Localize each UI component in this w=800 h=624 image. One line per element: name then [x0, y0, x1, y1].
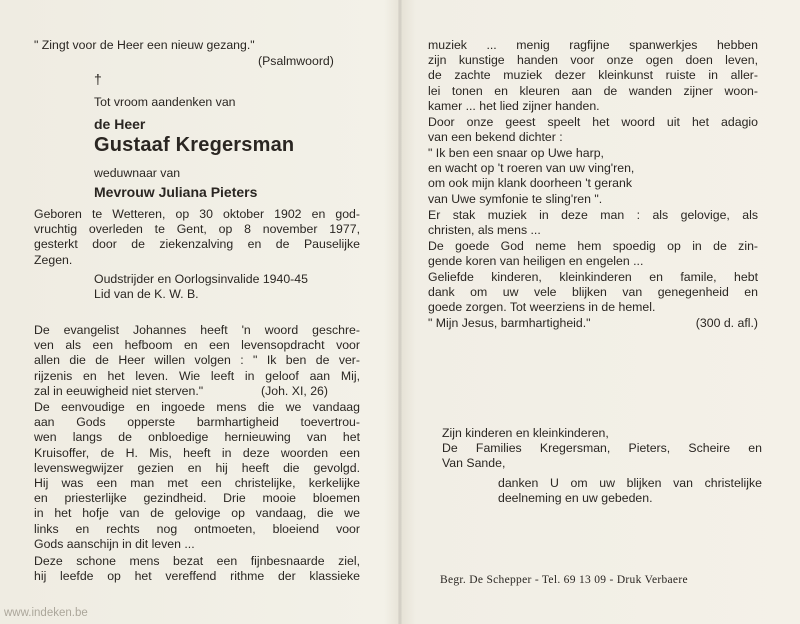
text-line: in het hofje van de gelovige op vandaag, die we	[34, 506, 360, 521]
text-line: Door onze geest speelt het woord uit het adagio	[428, 115, 758, 129]
veteran-note: Oudstrijder en Oorlogsinvalide 1940-45	[94, 272, 308, 286]
cross-icon: †	[94, 71, 102, 87]
text-line: levenswegwijzer gezien en hij heeft die gevolgd.	[34, 460, 360, 475]
paragraph-johannes	[34, 323, 360, 399]
text-line: muziek ... menig ragfijne spanwerkjes hebben	[428, 38, 758, 52]
thanks-block	[498, 476, 762, 506]
title-de-heer: de Heer	[94, 116, 146, 132]
text-line: wen langs de onbloedige hernieuwing van het	[34, 430, 360, 445]
poem-line: om ook mijn klank doorheen 't gerank	[428, 176, 632, 191]
text-line: en priesterlijke gezindheid. Drie mooie bloemen	[34, 491, 360, 506]
paragraph-adagio	[428, 115, 758, 145]
text-line: kamer ... het lied zijner handen.	[428, 98, 600, 113]
text-line: De evangelist Johannes heeft 'n woord geschre-	[34, 323, 360, 337]
family-line: De Families Kregersman, Pieters, Scheire en	[442, 441, 762, 456]
text-line: dank om uw vele blijken van genegenheid en	[428, 285, 758, 300]
watermark: www.indeken.be	[4, 607, 88, 619]
text-line: de zachte muziek dezer kleinkunst ruiste in aller-	[428, 68, 758, 83]
text-line: allen die de Heer willen volgen : " Ik ben de ver-	[34, 353, 360, 368]
text-line: goede zorgen. Tot weerziens in de hemel.	[428, 300, 656, 315]
text-line: links en rechts nog ontmoeten, bloeiend voor	[34, 521, 360, 536]
paragraph-children	[428, 270, 758, 331]
bio-line: vruchtig overleden te Gent, op 8 november 1977,	[34, 222, 360, 237]
text-line: De eenvoudige en ingoede mens die we vandaag	[34, 400, 360, 414]
text-line: van een bekend dichter :	[428, 130, 563, 145]
text-line: lei tonen en kleuren aan de wanden zijner woon-	[428, 83, 758, 98]
thanks-line: danken U om uw blijken van christelijke	[498, 476, 762, 490]
text-line: Kruisoffer, de H. Mis, heeft in deze woorden een	[34, 445, 360, 460]
text-line: Gods aanschijn in dit leven ...	[34, 536, 195, 551]
bio-line: Zegen.	[34, 252, 73, 267]
paragraph-soul	[34, 554, 360, 584]
indulgence-note: (300 d. afl.)	[695, 315, 758, 330]
memorial-heading: Tot vroom aandenken van	[94, 95, 236, 109]
paragraph-character	[34, 400, 360, 552]
biography	[34, 207, 360, 268]
bio-line: gesterkt door de ziekenzalving en de Pauselijke	[34, 237, 360, 252]
paragraph-music	[428, 38, 758, 114]
family-line: Zijn kinderen en kleinkinderen,	[442, 426, 609, 440]
text-line: zijn kunstige handen voor onze ogen doen leven,	[428, 53, 758, 68]
text-line: De goede God neme hem spoedig op in de zin-	[428, 239, 758, 253]
motto-quote: " Zingt voor de Heer een nieuw gezang."	[34, 38, 255, 52]
text-line: Geliefde kinderen, kleinkinderen en famile, hebt	[428, 270, 758, 284]
text-line: gende koren van heiligen en engelen ...	[428, 254, 644, 269]
text-line: zal in eeuwigheid niet sterven."	[34, 383, 204, 398]
text-line: christen, als mens ...	[428, 223, 541, 238]
text-line: aan Gods opperste barmhartigheid toevertrou-	[34, 415, 360, 430]
spouse-name: Mevrouw Juliana Pieters	[94, 184, 258, 200]
text-line: Er stak muziek in deze man : als gelovige, als	[428, 208, 758, 222]
poem	[428, 146, 758, 207]
right-page	[402, 0, 800, 624]
paragraph-music-in-man	[428, 208, 758, 238]
prayer-text: " Mijn Jesus, barmhartigheid."	[428, 315, 591, 330]
text-line: Hij was een man met een christelijke, kerkelijke	[34, 476, 360, 491]
family-line: Van Sande,	[442, 456, 506, 471]
thanks-line: deelneming en uw gebeden.	[498, 491, 653, 506]
widower-of-label: weduwnaar van	[94, 166, 181, 180]
text-line: Deze schone mens bezat een fijnbesnaarde ziel,	[34, 554, 360, 568]
poem-line: van Uwe symfonie te sling'ren ".	[428, 191, 603, 206]
text-line: ven als een hefboom en een levensopdracht voor	[34, 338, 360, 353]
text-line: rijzenis en het leven. Wie leeft in geloof aan Mij,	[34, 368, 360, 383]
deceased-name: Gustaaf Kregersman	[94, 134, 295, 156]
motto-source: (Psalmwoord)	[258, 54, 334, 68]
text-line: hij leefde op het vereffend rithme der klassieke	[34, 569, 360, 584]
bible-reference: (Joh. XI, 26)	[261, 383, 328, 398]
printer-credit: Begr. De Schepper - Tel. 69 13 09 - Druk Verbaere	[440, 574, 688, 586]
poem-line: " Ik ben een snaar op Uwe harp,	[428, 146, 604, 160]
prayer-line	[428, 316, 758, 331]
text-line-with-reference	[34, 384, 360, 399]
bio-line: Geboren te Wetteren, op 30 oktober 1902 en god-	[34, 207, 360, 221]
poem-line: en wacht op 't roeren van uw ving'ren,	[428, 161, 635, 176]
paragraph-god	[428, 239, 758, 269]
membership-note: Lid van de K. W. B.	[94, 287, 199, 301]
left-page	[0, 0, 398, 624]
family-block	[442, 426, 762, 472]
